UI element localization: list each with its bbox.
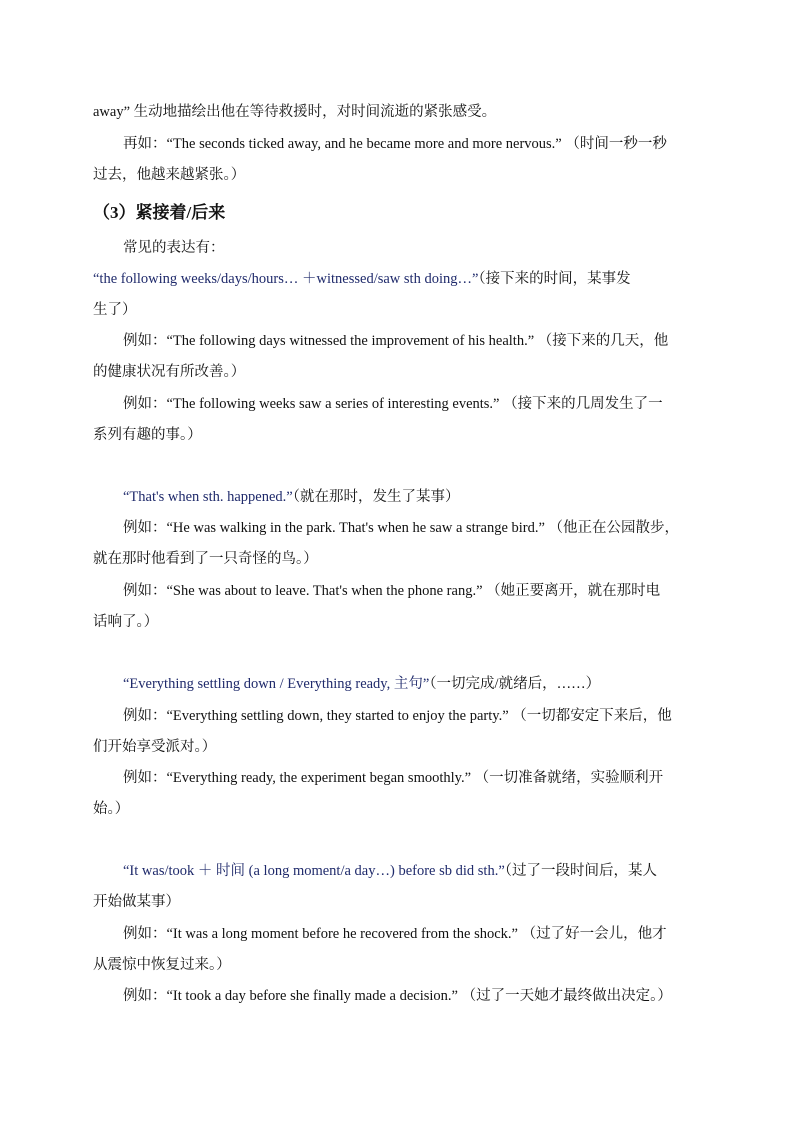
line-5: [93, 269, 723, 289]
line-14: 例如：“She was about to leave. That's when the phone rang.” （她正要离开，就在那时电: [123, 583, 661, 599]
expression-gloss: （就在那时，发生了某事）: [292, 489, 460, 505]
line-21: [123, 861, 723, 881]
expression-gloss: （过了一段时间后，某人: [504, 863, 658, 879]
line-16: [123, 674, 723, 694]
expression-text: “Everything settling down / Everything ready, 主句”: [123, 676, 430, 692]
expression-text: “That's when sth. happened.”: [123, 489, 293, 505]
line-17: 例如：“Everything settling down, they started to enjoy the party.” （一切都安定下来后，他: [123, 708, 672, 724]
line-3: 过去，他越来越紧张。）: [93, 167, 246, 183]
line-20: 始。）: [93, 801, 130, 817]
line-2: 再如：“The seconds ticked away, and he became more and more nervous.” （时间一秒一秒: [123, 136, 667, 152]
line-1: away” 生动地描绘出他在等待救援时，对时间流逝的紧张感受。: [93, 104, 497, 120]
section-heading: （3）紧接着/后来: [93, 203, 226, 222]
line-12: 例如：“He was walking in the park. That's when he saw a strange bird.” （他正在公园散步，: [123, 520, 680, 536]
line-9: 例如：“The following weeks saw a series of interesting events.” （接下来的几周发生了一: [123, 396, 663, 412]
line-10: 系列有趣的事。）: [93, 427, 202, 443]
line-22: 开始做某事）: [93, 894, 180, 910]
expression-text: “It was/took ＋ 时间 (a long moment/a day…) before sb did sth.”: [123, 863, 505, 879]
expression-gloss: （接下来的时间，某事发: [478, 271, 631, 287]
expression-gloss: （一切完成/就绪后，……）: [429, 676, 601, 692]
expression-text: “the following weeks/days/hours… ＋witnessed/saw sth doing…”: [93, 271, 479, 287]
line-4: 常见的表达有：: [123, 240, 225, 256]
line-25: 例如：“It took a day before she finally made a decision.” （过了一天她才最终做出决定。）: [123, 988, 672, 1004]
line-7: 例如：“The following days witnessed the improvement of his health.” （接下来的几天，他: [123, 333, 669, 349]
line-23: 例如：“It was a long moment before he recovered from the shock.” （过了好一会儿，他才: [123, 926, 667, 942]
line-19: 例如：“Everything ready, the experiment began smoothly.” （一切准备就绪，实验顺利开: [123, 770, 664, 786]
line-11: [123, 487, 723, 507]
line-18: 们开始享受派对。）: [93, 739, 217, 755]
line-6: 生了）: [93, 302, 137, 318]
line-13: 就在那时他看到了一只奇怪的鸟。）: [93, 551, 318, 567]
line-24: 从震惊中恢复过来。）: [93, 957, 231, 973]
line-15: 话响了。）: [93, 614, 159, 630]
line-8: 的健康状况有所改善。）: [93, 364, 246, 380]
